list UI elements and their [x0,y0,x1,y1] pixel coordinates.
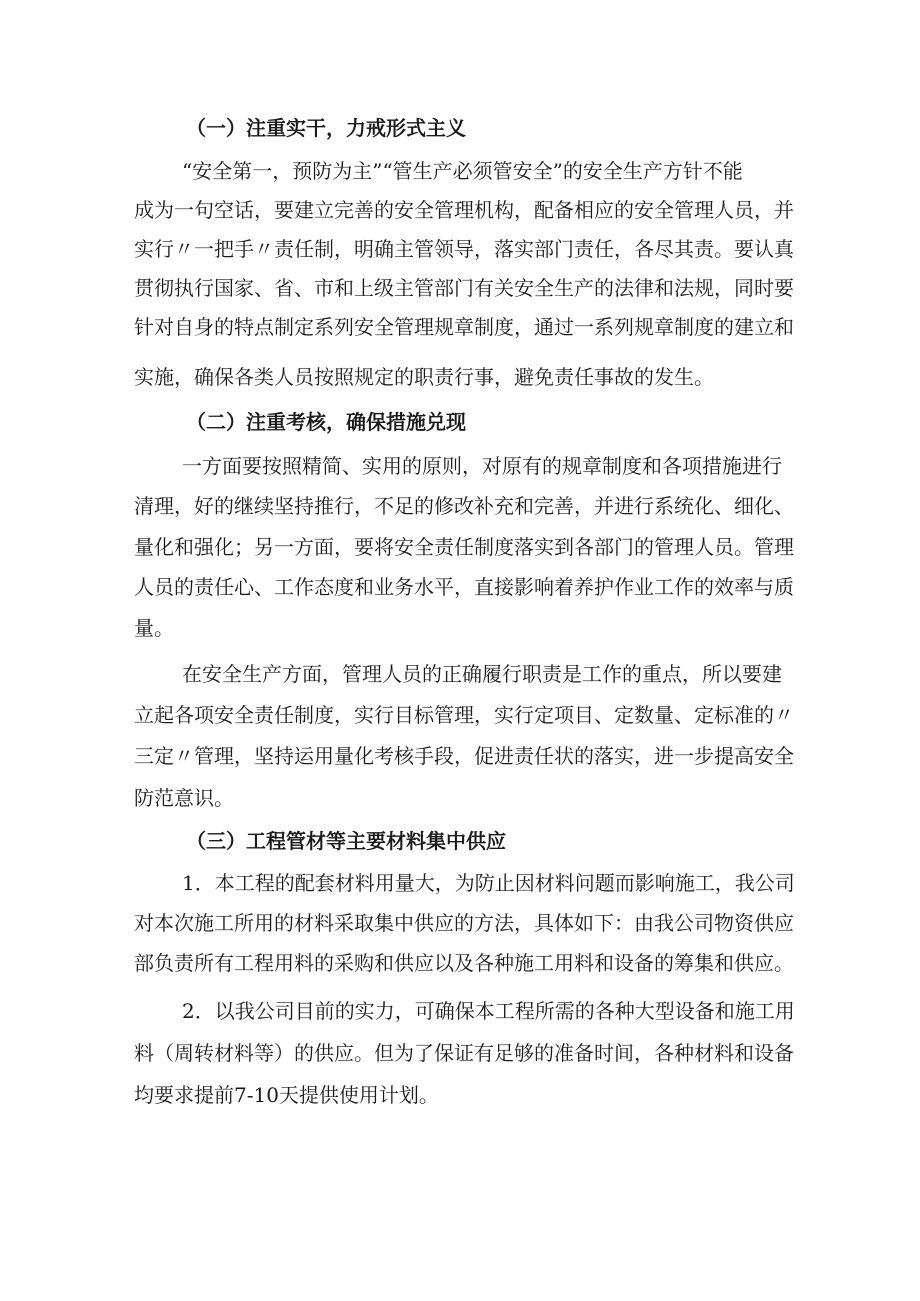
paragraph-line: 量。 [134,616,174,640]
paragraph-line: 量化和强化；另一方面，要将安全责任制度落实到各部门的管理人员。管理 [134,535,794,559]
paragraph-line: “安全第一，预防为主”“管生产必须管安全”的安全生产方针不能 [182,159,743,183]
paragraph-line: 在安全生产方面，管理人员的正确履行职责是工作的重点，所以要建 [182,662,782,686]
paragraph-line: 部负责所有工程用料的采购和供应以及各种施工用料和设备的筹集和供应。 [134,951,794,975]
paragraph-line: 一方面要按照精简、实用的原则，对原有的规章制度和各项措施进行 [182,454,782,478]
paragraph-line: 成为一句空话，要建立完善的安全管理机构，配备相应的安全管理人员，并 [134,198,794,222]
paragraph-line: 料（周转材料等）的供应。但为了保证有足够的准备时间，各种材料和设备 [134,1041,794,1065]
paragraph-line: 立起各项安全责任制度，实行目标管理，实行定项目、定数量、定标准的〃 [134,703,794,727]
paragraph-line: 人员的责任心、工作态度和业务水平，直接影响着养护作业工作的效率与质 [134,575,794,599]
paragraph-line: 实行〃一把手〃责任制，明确主管领导，落实部门责任，各尽其责。要认真 [134,237,794,261]
paragraph-line: 贯彻执行国家、省、市和上级主管部门有关安全生产的法律和法规，同时要 [134,276,794,300]
paragraph-line: 清理，好的继续坚持推行，不足的修改补充和完善，并进行系统化、细化、 [134,494,794,518]
section-heading-1: （一）注重实干，力戒形式主义 [186,116,466,140]
section-heading-2: （二）注重考核，确保措施兑现 [186,410,466,434]
paragraph-line: 均要求提前7-10天提供使用计划。 [134,1083,439,1107]
section-heading-3: （三）工程管材等主要材料集中供应 [186,829,506,853]
paragraph-line: 对本次施工所用的材料采取集中供应的方法，具体如下：由我公司物资供应 [134,911,794,935]
paragraph-line: 实施，确保各类人员按照规定的职责行事，避免责任事故的发生。 [134,365,714,389]
paragraph-line: 1．本工程的配套材料用量大，为防止因材料问题而影响施工，我公司 [182,871,795,895]
paragraph-line: 防范意识。 [134,786,234,810]
paragraph-line: 2．以我公司目前的实力，可确保本工程所需的各种大型设备和施工用 [182,999,795,1023]
paragraph-line: 三定〃管理，坚持运用量化考核手段，促进责任状的落实，进一步提高安全 [134,744,794,768]
paragraph-line: 针对自身的特点制定系列安全管理规章制度，通过一系列规章制度的建立和 [134,315,794,339]
